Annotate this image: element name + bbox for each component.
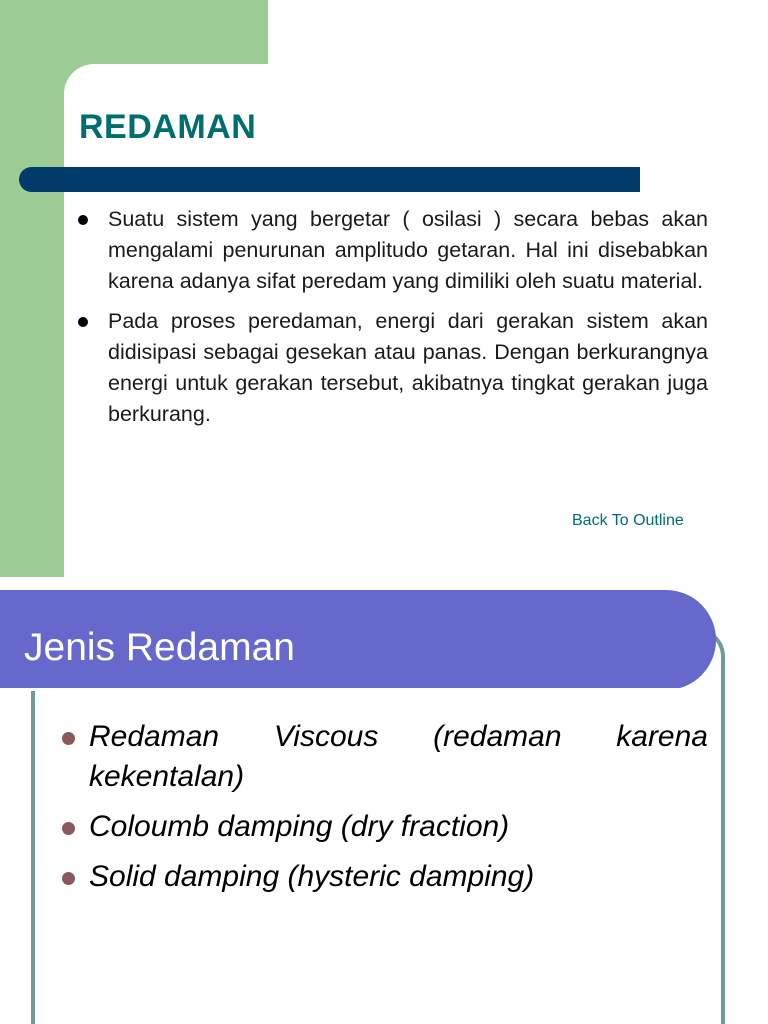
slide-title: Jenis Redaman	[24, 626, 295, 669]
bullet-dot-icon	[78, 317, 88, 327]
slide-title: REDAMAN	[79, 108, 257, 146]
title-underline-bar	[19, 167, 640, 192]
bullet-text: Redaman Viscous (redaman karena kekentalan)	[89, 720, 708, 793]
slide-jenis-redaman	[0, 577, 768, 1024]
banner-underline	[0, 688, 680, 691]
bullet-text: Suatu sistem yang bergetar ( osilasi ) secara bebas akan mengalami penurunan amplitudo getaran. Hal ini disebabkan karena adanya sifat peredam yang dimiliki oleh suatu material.	[108, 207, 708, 293]
bullet-dot-icon	[62, 822, 75, 835]
bullet-list	[62, 717, 708, 907]
list-item	[78, 306, 708, 430]
bullet-list	[78, 204, 708, 439]
list-item	[62, 857, 708, 897]
title-banner	[0, 590, 716, 690]
bullet-text: Solid damping (hysteric damping)	[89, 860, 535, 893]
bullet-dot-icon	[62, 732, 75, 745]
bullet-text: Pada proses peredaman, energi dari gerakan sistem akan didisipasi sebagai gesekan atau panas. Dengan berkurangnya energi untuk gerakan tersebut, akibatnya tingkat gerakan juga berkurang.	[108, 309, 708, 426]
list-item	[62, 717, 708, 797]
back-to-outline-link[interactable]: Back To Outline	[572, 512, 684, 529]
list-item	[62, 807, 708, 847]
bullet-dot-icon	[78, 215, 88, 225]
bullet-dot-icon	[62, 872, 75, 885]
bullet-text: Coloumb damping (dry fraction)	[89, 810, 510, 843]
list-item	[78, 204, 708, 297]
